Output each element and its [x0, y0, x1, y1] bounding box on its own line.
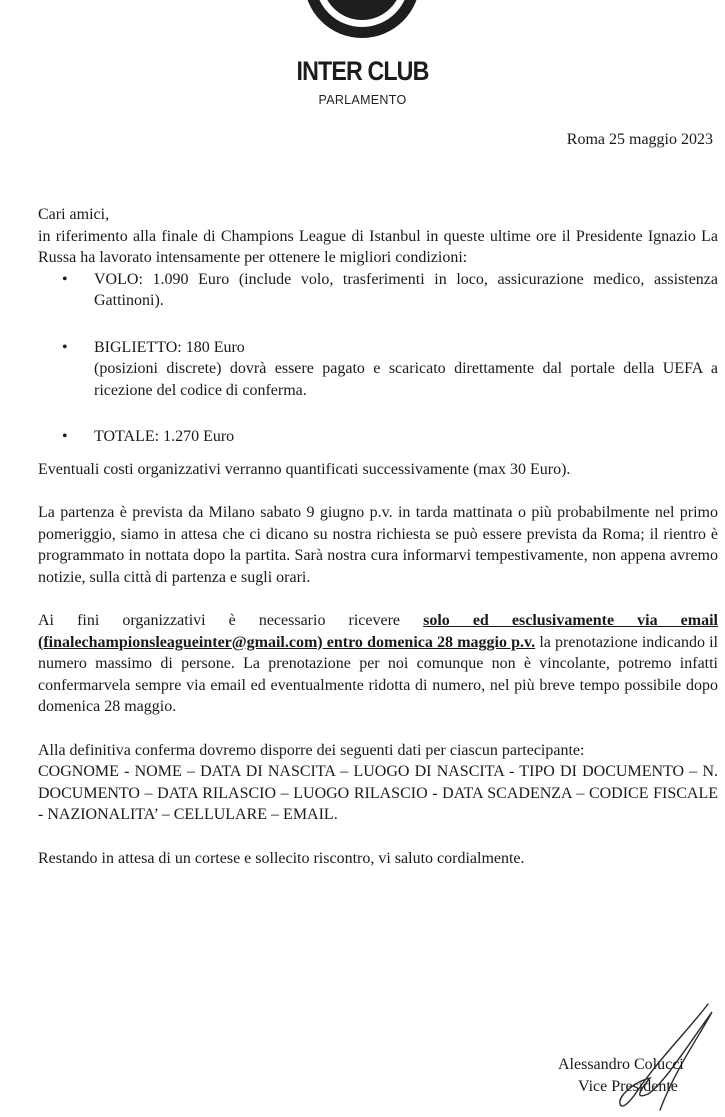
item-flight: VOLO: 1.090 Euro (include volo, trasferimenti in loco, assicurazione medico, assistenza Gattinoni).: [94, 270, 718, 309]
signature-block: [558, 1054, 684, 1098]
item-ticket: • BIGLIETTO: 180 Euro: [94, 338, 245, 356]
booking-text-end: la prenotazione indicando il numero massimo di persone. La prenotazione per noi comunque non è vincolante, potremo infatti confermarvela sempre via email ed eventualmente ridotta di numero, nel più breve tempo possibile dopo domenica 28 maggio.: [38, 633, 719, 715]
item-total: TOTALE: 1.270 Euro: [94, 428, 235, 445]
departure-paragraph: La partenza è prevista da Milano sabato 9 giugno p.v. in tarda mattinata o più probabilmente nel primo pomeriggio, siamo in attesa che ci dicano su nostra richiesta se può essere prevista da Roma; il rientro è programmato in nottata dopo la partita. Sarà nostra cura informarvi tempestivamente, non appena avremo notizie, sulla città di partenza e sugli orari.: [38, 504, 718, 586]
inter-club-logo: [302, 0, 422, 42]
signer-role: Vice Presidente: [578, 1078, 678, 1095]
list-item: [38, 269, 718, 312]
signer-name: Alessandro Colucci: [558, 1056, 684, 1073]
letter-body: [38, 204, 718, 869]
booking-text-start: Ai fini organizzativi è necessario ricevere: [38, 612, 424, 629]
list-item: [38, 337, 718, 402]
list-item: [38, 426, 718, 448]
item-ticket-detail: (posizioni discrete) dovrà essere pagato e scaricato direttamente dal portale della UEFA a ricezione del codice di conferma.: [94, 360, 718, 399]
closing-line: Restando in attesa di un cortese e sollecito riscontro, vi saluto cordialmente.: [38, 849, 525, 867]
booking-deadline-email: solo ed esclusivamente via email (finalechampionsleagueinter@gmail.com) entro domenica 28 maggio p.v.: [38, 612, 719, 651]
booking-paragraph: [38, 610, 718, 718]
data-required-list: COGNOME - NOME – DATA DI NASCITA – LUOGO DI NASCITA - TIPO DI DOCUMENTO – N. DOCUMENTO – DATA RILASCIO – LUOGO RILASCIO - DATA SCADENZA – CODICE FISCALE - NAZIONALITA’ – CELLULARE – EMAIL.: [38, 763, 718, 823]
costs-paragraph: Eventuali costi organizzativi verranno quantificati successivamente (max 30 Euro).: [38, 460, 571, 478]
price-list: [38, 269, 718, 448]
greeting: Cari amici,: [38, 206, 110, 223]
club-name: INTER CLUB: [296, 56, 429, 86]
intro-paragraph: in riferimento alla finale di Champions League di Istanbul in queste ultime ore il Presidente Ignazio La Russa ha lavorato intensamente per ottenere le migliori condizioni:: [38, 227, 718, 266]
data-required-intro: Alla definitiva conferma dovremo disporre dei seguenti dati per ciascun partecipante:: [38, 741, 585, 759]
place-date: Roma 25 maggio 2023: [566, 131, 713, 148]
club-subtitle: PARLAMENTO: [318, 93, 407, 107]
